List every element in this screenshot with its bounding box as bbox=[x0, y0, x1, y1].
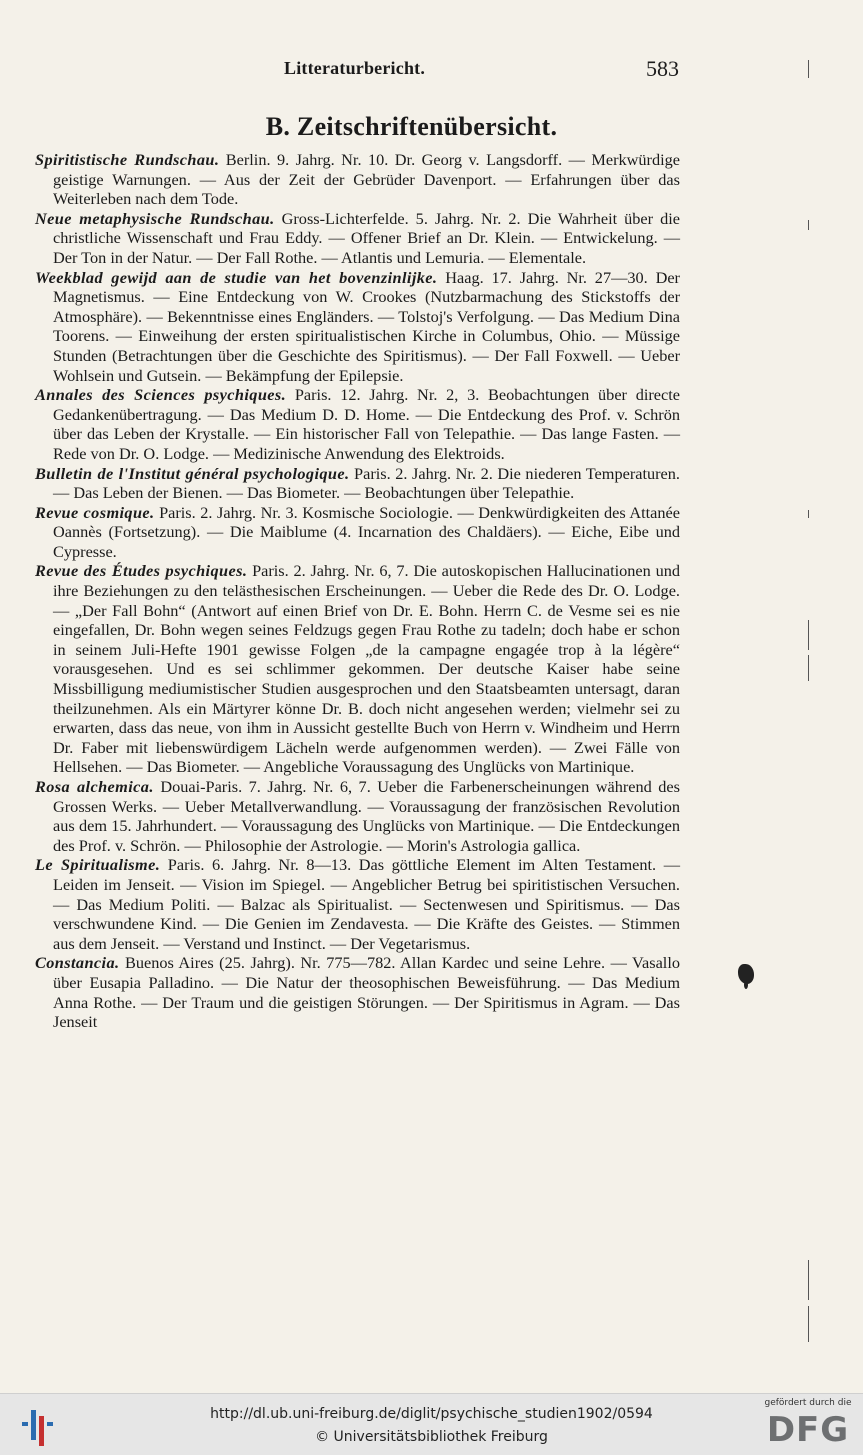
journal-title: Bulletin de l'Institut général psychologique. bbox=[35, 463, 350, 483]
running-head bbox=[54, 58, 681, 86]
journal-contents: Paris. 6. Jahrg. Nr. 8—13. Das göttliche Element im Alten Testament. — Leiden im Jenseit. — Vision im Spiegel. — Angeblicher Betrug bei spiritistischen Versuchen. — Das Medium Politi. — Balzac als Spiritualist. — Sectenwesen und Spiritismus. — Das verschwundene Kind. — Die Genien im Zendavesta. — Die Kräfte des Geistes. — Stimmen aus dem Jenseit. — Verstand und Instinct. — Der Vegetarismus. bbox=[53, 855, 680, 953]
journal-title: Revue cosmique. bbox=[35, 502, 155, 522]
journal-contents: Douai-Paris. 7. Jahrg. Nr. 6, 7. Ueber die Farbenerscheinungen während des Grossen Werks. — Ueber Metallverwandlung. — Voraussagung der französischen Revolution aus dem 15. Jahrhundert. — Voraussagung des Unglücks von Martinique. — Die Entdeckungen des Prof. v. Schrön. — Philosophie der Astrologie. — Morin's Astrologia gallica. bbox=[53, 777, 680, 855]
journal-entry bbox=[35, 150, 680, 209]
running-head-title: Litteraturbericht. bbox=[284, 58, 426, 78]
journal-entry bbox=[35, 561, 680, 777]
journal-contents: Paris. 2. Jahrg. Nr. 6, 7. Die autoskopischen Hallucinationen und ihre Beziehungen zu den telästhesischen Erscheinungen. — Ueber die Rede des Dr. O. Lodge. — „Der Fall Bohn“ (Antwort auf einen Brief von Dr. E. Bohn. Herrn C. de Vesme sei es nie eingefallen, Dr. Bohn wegen seines Feldzugs gegen Frau Rothe zu tadeln; doch habe er schon in seinem Juli-Hefte 1901 gewisse Folgen „de la campagne engagée trop à la légère“ vorausgesehen. Und es sei schlimmer gekommen. Der deutsche Kaiser habe seine Missbilligung mediumistischer Studien ausgesprochen und den Staatsbeamten untersagt, daran theilzunehmen. Als ein Märtyrer könne Dr. B. doch nicht angesehen werden; vielmehr sei zu erwarten, dass das neue, von ihm in Aussicht gestellte Buch von Herrn v. Windheim und Herrn Dr. Faber mit liebenswürdigem Lächeln werde aufgenommen werden). — Zwei Fälle von Hellsehen. — Das Biometer. — Angebliche Voraussagung des Unglücks von Martinique. bbox=[53, 561, 680, 777]
journal-title: Spiritistische Rundschau. bbox=[35, 150, 220, 169]
journal-title: Annales des Sciences psychiques. bbox=[35, 385, 287, 405]
journal-entry bbox=[35, 953, 680, 1031]
journal-entry bbox=[35, 777, 680, 855]
section-title bbox=[0, 112, 863, 142]
journal-entry bbox=[35, 464, 680, 503]
journal-contents: Paris. 2. Jahrg. Nr. 3. Kosmische Sociologie. — Denkwürdigkeiten des Attanée Oannès (Fortsetzung). — Die Maiblume (4. Incarnation des Chaldäers). — Eiche, Eibe und Cypresse. bbox=[53, 502, 680, 561]
journal-contents: Buenos Aires (25. Jahrg). Nr. 775—782. Allan Kardec und seine Lehre. — Vasallo über Eusapia Palladino. — Die Natur der theosophischen Beweisführung. — Das Medium Anna Rothe. — Der Traum und die geistigen Störungen. — Der Spiritismus in Agram. — Das Jenseit bbox=[53, 953, 680, 1032]
section-title-text: B. Zeitschriftenübersicht. bbox=[265, 112, 558, 141]
funder-logo-text: DFG bbox=[766, 1410, 850, 1450]
page-edge-marks bbox=[808, 40, 822, 1340]
journal-title: Constancia. bbox=[35, 953, 120, 973]
journal-entry bbox=[35, 855, 680, 953]
journal-title: Neue metaphysische Rundschau. bbox=[35, 208, 275, 228]
funder-note: gefördert durch die bbox=[764, 1398, 852, 1408]
journal-contents: Gross-Lichterfelde. 5. Jahrg. Nr. 2. Die Wahrheit über die christliche Wissenschaft und Frau Eddy. — Offener Brief an Dr. Klein. — Entwickelung. — Der Ton in der Natur. — Der Fall Rothe. — Atlantis und Lemuria. — Elementale. bbox=[53, 208, 680, 267]
journal-entry bbox=[35, 209, 680, 268]
journal-contents: Berlin. 9. Jahrg. Nr. 10. Dr. Georg v. Langsdorff. — Merkwürdige geistige Warnungen. — Aus der Zeit der Gebrüder Davenport. — Erfahrungen über das Weiterleben nach dem Tode. bbox=[53, 150, 680, 209]
journal-title: Le Spiritualisme. bbox=[35, 855, 161, 875]
source-url-link[interactable]: http://dl.ub.uni-freiburg.de/diglit/psychische_studien1902/0594 bbox=[210, 1406, 653, 1422]
copyright-notice: © Universitätsbibliothek Freiburg bbox=[315, 1429, 548, 1445]
journal-title: Rosa alchemica. bbox=[35, 777, 154, 796]
journal-entry bbox=[35, 268, 680, 386]
ink-blot-mark bbox=[738, 964, 754, 984]
journal-contents: Paris. 2. Jahrg. Nr. 2. Die niederen Temperaturen. — Das Leben der Bienen. — Das Biometer. — Beobachtungen über Telepathie. bbox=[53, 463, 680, 503]
journal-contents: Paris. 12. Jahrg. Nr. 2, 3. Beobachtungen über directe Gedankenübertragung. — Das Medium D. D. Home. — Die Entdeckung des Prof. v. Schrön über das Leben der Krystalle. — Ein historischer Fall von Telepathie. — Das lange Fasten. — Rede von Dr. O. Lodge. — Medizinische Anwendung des Elektroids. bbox=[53, 385, 680, 463]
page-number: 583 bbox=[646, 56, 679, 81]
journal-contents: Haag. 17. Jahrg. Nr. 27—30. Der Magnetismus. — Eine Entdeckung von W. Crookes (Nutzbarmachung des Stickstoffs der Atmosphäre). — Bekenntnisse eines Engländers. — Tolstoj's Verfolgung. — Das Medium Dina Toorens. — Einweihung der ersten spiritualistischen Kirche in Columbus, Ohio. — Müssige Stunden (Betrachtungen über die Geschichte des Spiritismus). — Der Fall Foxwell. — Ueber Wohlsein und Gutsein. — Bekämpfung der Epilepsie. bbox=[53, 267, 680, 385]
journal-entry bbox=[35, 385, 680, 463]
journal-title: Revue des Études psychiques. bbox=[35, 561, 248, 581]
dfg-logo bbox=[760, 1398, 856, 1452]
journal-title: Weekblad gewijd aan de studie van het bovenzinlijke. bbox=[35, 267, 438, 287]
viewer-footer bbox=[0, 1393, 863, 1455]
journal-overview bbox=[35, 150, 680, 1032]
journal-entry bbox=[35, 503, 680, 562]
